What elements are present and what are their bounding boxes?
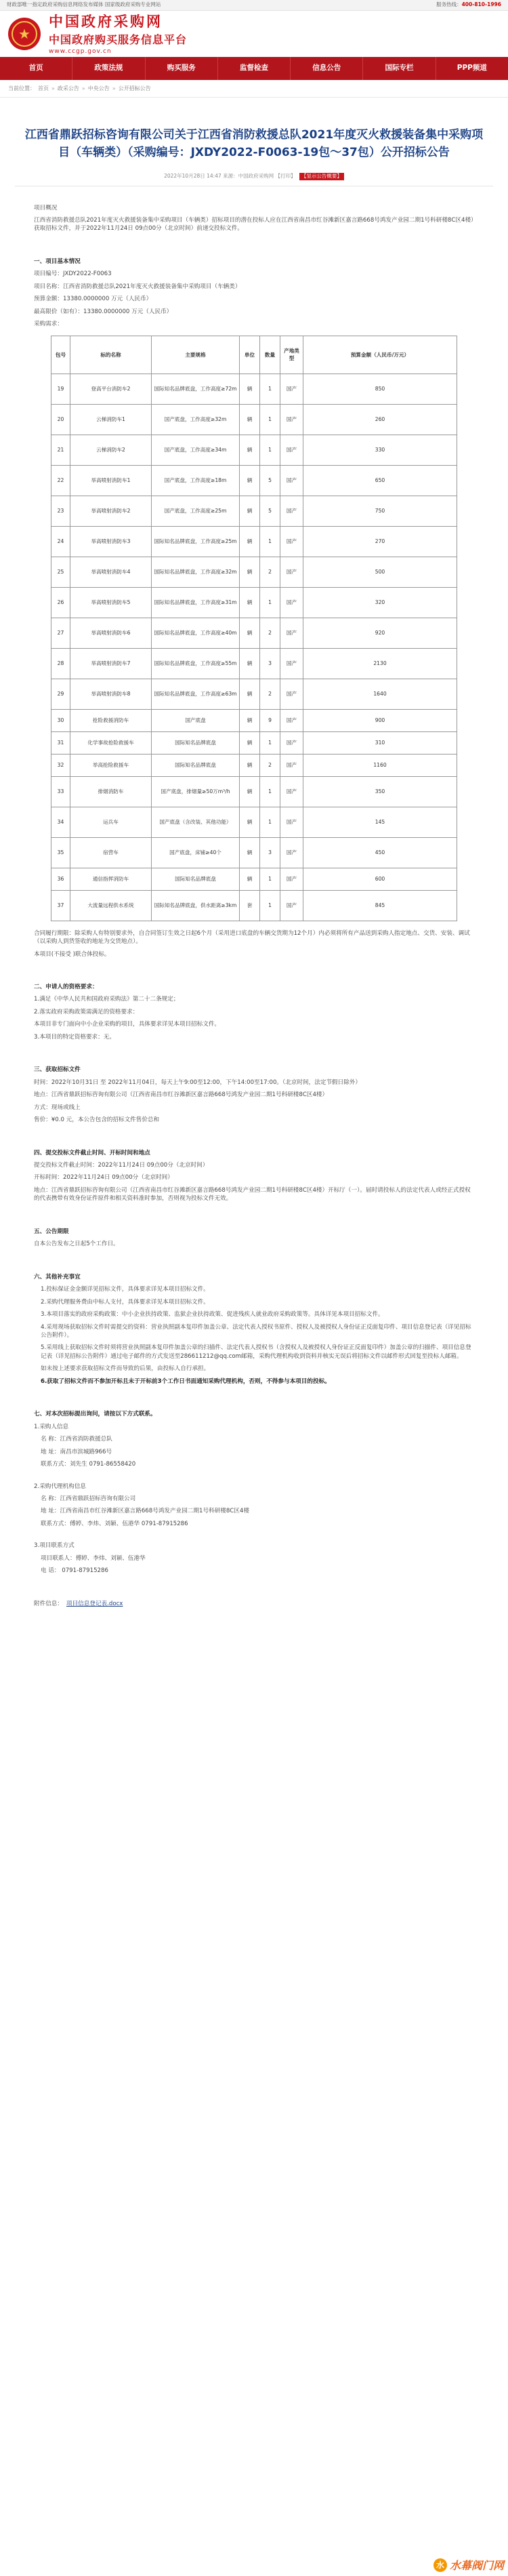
section-7-title: 七、对本次招标提出询问，请按以下方式联系。: [34, 1411, 156, 1418]
cell-item: 登高平台消防车2: [70, 374, 152, 404]
breadcrumb-home[interactable]: 首页: [38, 85, 49, 92]
table-row: [51, 807, 457, 837]
cell-origin: 国产: [280, 807, 303, 837]
nav-home[interactable]: 首页: [0, 57, 72, 80]
attachment-file-link[interactable]: 项目信息登记表.docx: [66, 1600, 123, 1607]
site-watermark: [433, 2558, 504, 2573]
cell-package: 32: [51, 754, 70, 776]
nav-notices[interactable]: 信息公告: [291, 57, 363, 80]
purchaser-name: 名 称：江西省消防救援总队: [41, 1436, 112, 1443]
cell-origin: 国产: [280, 709, 303, 731]
cell-unit: 辆: [240, 754, 260, 776]
cell-unit: 辆: [240, 731, 260, 754]
cell-item: 运兵车: [70, 807, 152, 837]
cell-spec: 国产底盘，床铺≥40个: [152, 837, 240, 868]
cell-item: 云梯消防车1: [70, 404, 152, 435]
s4-deadline: 提交投标文件截止时间：2022年11月24日 09点00分（北京时间）: [34, 1161, 209, 1169]
table-row: [51, 404, 457, 435]
breadcrumb-notices[interactable]: 政采公告: [57, 85, 79, 92]
cell-origin: 国产: [280, 557, 303, 587]
cell-spec: 国际知名品牌底盘，工作高度≥25m: [152, 526, 240, 557]
article-meta: 2022年10月28日 14:47 来源：中国政府采购网 【打印】 【显示公告概要】: [15, 173, 493, 180]
print-link[interactable]: 【打印】: [275, 172, 296, 179]
cell-spec: 国际知名品牌底盘: [152, 868, 240, 890]
cell-item: 化学事故抢险救援车: [70, 731, 152, 754]
cell-qty: 3: [260, 648, 280, 679]
cell-spec: 国产底盘，工作高度≥25m: [152, 496, 240, 526]
cell-unit: 辆: [240, 435, 260, 465]
cell-unit: 套: [240, 890, 260, 921]
cell-unit: 辆: [240, 837, 260, 868]
watermark-text: 水幕阀门网: [449, 2558, 504, 2572]
cell-package: 21: [51, 435, 70, 465]
article: [0, 126, 508, 1608]
s4-place: 地点：江西省鼎跃招标咨询有限公司（江西省南昌市红谷滩新区嘉言路668号鸿发产业园二期1号科研楼8C区4楼）开标厅（一）。届时请投标人的法定代表人或经正式授权的代表携带有效身份证件原件和相关资料准时参加，否则视为投标文件无效。: [34, 1186, 471, 1203]
cell-unit: 辆: [240, 618, 260, 648]
cell-qty: 2: [260, 754, 280, 776]
cell-budget: 2130: [303, 648, 457, 679]
cell-origin: 国产: [280, 587, 303, 618]
cell-budget: 330: [303, 435, 457, 465]
cell-budget: 600: [303, 868, 457, 890]
cell-item: 举高抢险救援车: [70, 754, 152, 776]
nav-ppp[interactable]: PPP频道: [457, 64, 487, 73]
logo-title: 中国政府采购网: [49, 12, 163, 30]
cell-package: 26: [51, 587, 70, 618]
project-contact-phone: 电 话： 0791-87915286: [41, 1567, 108, 1575]
cell-origin: 国产: [280, 679, 303, 709]
cell-package: 31: [51, 731, 70, 754]
cell-budget: 750: [303, 496, 457, 526]
cell-qty: 5: [260, 465, 280, 496]
agency-contact: 联系方式：傅婷、李炜、刘颖、伍港华 0791-87915286: [41, 1520, 188, 1527]
breadcrumb: 当前位置： 首页 » 政采公告 » 中央公告 » 公开招标公告: [0, 80, 508, 98]
s2-item-4: 3.本项目的特定资格要求：无。: [34, 1033, 115, 1041]
table-row: [51, 435, 457, 465]
cell-origin: 国产: [280, 890, 303, 921]
cell-item: 举高喷射消防车7: [70, 648, 152, 679]
cell-package: 28: [51, 648, 70, 679]
s3-place: 地点：江西省鼎跃招标咨询有限公司（江西省南昌市红谷滩新区嘉言路668号鸿发产业园二期1号科研楼8C区4楼）: [34, 1091, 329, 1099]
breadcrumb-central[interactable]: 中央公告: [87, 85, 110, 92]
cell-spec: 国产底盘: [152, 709, 240, 731]
nav-supervision[interactable]: 监督检查: [218, 57, 291, 80]
project-contact-names: 项目联系人：傅婷、李炜、刘颖、伍港华: [41, 1554, 146, 1562]
s3-price: 售价：¥0.0 元，本公告包含的招标文件售价总和: [34, 1116, 160, 1124]
summary-toggle[interactable]: 【显示公告概要】: [299, 173, 344, 180]
project-contact-heading: 3.项目联系方式: [34, 1542, 75, 1550]
agency-heading: 2.采购代理机构信息: [34, 1483, 86, 1490]
cell-spec: 国产底盘，工作高度≥18m: [152, 465, 240, 496]
cell-qty: 2: [260, 557, 280, 587]
cell-qty: 5: [260, 496, 280, 526]
cell-spec: 国际知名品牌底盘，工作高度≥31m: [152, 587, 240, 618]
s2-item-2: 2.落实政府采购政策需满足的资格要求：: [34, 1008, 139, 1015]
table-row: [51, 754, 457, 776]
budget: 预算金额：13380.0000000 万元（人民币）: [34, 296, 152, 303]
cell-budget: 450: [303, 837, 457, 868]
nav-policy[interactable]: 政策法规: [72, 57, 145, 80]
hotline: 服务热线：400-810-1996: [436, 1, 501, 8]
cell-qty: 1: [260, 890, 280, 921]
section-4-title: 四、提交投标文件截止时间、开标时间和地点: [34, 1149, 150, 1156]
national-emblem-icon: ★: [8, 18, 41, 50]
cell-budget: 320: [303, 587, 457, 618]
cell-unit: 辆: [240, 648, 260, 679]
s6-item-1: 1.投标保证金金额详见招标文件，具体要求详见本项目招标文件。: [41, 1286, 209, 1293]
demand-label: 采购需求：: [34, 321, 63, 328]
cell-package: 34: [51, 807, 70, 837]
cell-item: 举高喷射消防车4: [70, 557, 152, 587]
cell-item: 宿营车: [70, 837, 152, 868]
attachment-label: 附件信息：: [34, 1600, 63, 1607]
cell-spec: 国产底盘（含改装、其他功能）: [152, 807, 240, 837]
cell-qty: 1: [260, 587, 280, 618]
cell-origin: 国产: [280, 435, 303, 465]
section-1-title: 一、项目基本情况: [34, 258, 81, 265]
cell-budget: 500: [303, 557, 457, 587]
cell-qty: 1: [260, 807, 280, 837]
cell-unit: 辆: [240, 374, 260, 404]
cell-origin: 国产: [280, 731, 303, 754]
cell-spec: 国际知名品牌底盘: [152, 731, 240, 754]
cell-origin: 国产: [280, 776, 303, 807]
breadcrumb-current[interactable]: 公开招标公告: [118, 85, 151, 92]
cell-unit: 辆: [240, 587, 260, 618]
s4-open-time: 开标时间：2022年11月24日 09点00分（北京时间）: [34, 1174, 173, 1182]
article-body: [15, 204, 493, 1609]
cell-qty: 2: [260, 618, 280, 648]
table-row: [51, 679, 457, 709]
table-row: [51, 648, 457, 679]
cell-budget: 850: [303, 374, 457, 404]
s6-bold-note: 6.获取了招标文件而不参加开标且未于开标前3个工作日书面通知采购代理机构，否则，不得参与本项目的投标。: [41, 1377, 331, 1385]
cell-origin: 国产: [280, 526, 303, 557]
cell-unit: 辆: [240, 557, 260, 587]
cell-budget: 650: [303, 465, 457, 496]
table-row: [51, 618, 457, 648]
cell-package: 35: [51, 837, 70, 868]
table-row: [51, 374, 457, 404]
cell-spec: 国产底盘，工作高度≥32m: [152, 404, 240, 435]
cell-package: 22: [51, 465, 70, 496]
cell-qty: 1: [260, 731, 280, 754]
cell-item: 抢险救援消防车: [70, 709, 152, 731]
cell-item: 举高喷射消防车5: [70, 587, 152, 618]
article-title: 江西省鼎跃招标咨询有限公司关于江西省消防救援总队2021年度灭火救援装备集中采购项目（车辆类）（采购编号：JXDY2022-F0063-19包～37包）公开招标公告: [24, 128, 484, 160]
table-row: [51, 496, 457, 526]
cell-unit: 辆: [240, 679, 260, 709]
cell-item: 举高喷射消防车6: [70, 618, 152, 648]
cell-package: 36: [51, 868, 70, 890]
cell-spec: 国产底盘，工作高度≥34m: [152, 435, 240, 465]
cell-spec: 国际知名品牌底盘: [152, 754, 240, 776]
breadcrumb-label: 当前位置：: [8, 85, 35, 92]
col-origin: 产地类型: [280, 336, 303, 374]
cell-item: 举高喷射消防车2: [70, 496, 152, 526]
s5-text: 自本公告发布之日起5个工作日。: [34, 1241, 119, 1248]
main-nav: [0, 57, 508, 80]
cell-origin: 国产: [280, 496, 303, 526]
cell-origin: 国产: [280, 754, 303, 776]
cell-qty: 1: [260, 435, 280, 465]
col-qty: 数量: [260, 336, 280, 374]
cell-budget: 145: [303, 807, 457, 837]
cell-unit: 辆: [240, 776, 260, 807]
s2-item-1: 1.满足《中华人民共和国政府采购法》第二十二条规定；: [34, 996, 179, 1003]
cell-origin: 国产: [280, 618, 303, 648]
table-row: [51, 526, 457, 557]
s6-item-5: 5.采用线上获取招标文件时须将营业执照副本复印件加盖公章的扫描件、法定代表人授权书（含授权人及被授权人身份证正反面复印件）加盖公章的扫描件、项目信息登记表（详见招标公告附件）通过电子邮件的方式发送至286611212@qq.com邮箱，采购代理机构收到资料并核实无误后将招标文件以邮件形式回复至投标人邮箱。: [41, 1344, 471, 1360]
site-logo[interactable]: [49, 12, 187, 57]
overview-text: 江西省消防救援总队2021年度灭火救援装备集中采购项目（车辆类）招标项目的潜在投标人应在江西省南昌市红谷滩新区嘉言路668号鸿发产业园二期1号科研楼8C区4楼）获取招标文件，并于2022年11月24日 09点00分（北京时间）前递交投标文件。: [34, 217, 474, 233]
cell-origin: 国产: [280, 404, 303, 435]
s6-item-6: 如未按上述要求获取招标文件而导致的后果，由投标人自行承担。: [41, 1365, 210, 1373]
cell-package: 30: [51, 709, 70, 731]
cell-origin: 国产: [280, 868, 303, 890]
cell-spec: 国产底盘，排烟量≥50万m³/h: [152, 776, 240, 807]
cell-budget: 260: [303, 404, 457, 435]
table-row: [51, 587, 457, 618]
cell-item: 举高喷射消防车3: [70, 526, 152, 557]
s3-time: 时间：2022年10月31日 至 2022年11月04日，每天上午9:00至12:00，下午14:00至17:00。（北京时间，法定节假日除外）: [34, 1079, 362, 1086]
attachment: [34, 1600, 474, 1608]
table-row: [51, 868, 457, 890]
purchaser-address: 地 址：南昌市滨城路966号: [41, 1448, 112, 1455]
cell-unit: 辆: [240, 496, 260, 526]
cell-spec: 国际知名品牌底盘，工作高度≥32m: [152, 557, 240, 587]
cell-budget: 310: [303, 731, 457, 754]
cell-package: 20: [51, 404, 70, 435]
cell-unit: 辆: [240, 526, 260, 557]
section-5-title: 五、公告期限: [34, 1228, 69, 1235]
cell-qty: 1: [260, 374, 280, 404]
cell-package: 37: [51, 890, 70, 921]
table-row: [51, 837, 457, 868]
project-number: 项目编号：JXDY2022-F0063: [34, 270, 112, 278]
section-2-title: 二、申请人的资格要求：: [34, 984, 98, 990]
table-row: [51, 465, 457, 496]
cell-origin: 国产: [280, 374, 303, 404]
s3-method: 方式：现场或线上: [34, 1104, 81, 1111]
cell-budget: 900: [303, 709, 457, 731]
cell-package: 29: [51, 679, 70, 709]
section-3-title: 三、获取招标文件: [34, 1066, 81, 1074]
table-header-row: [51, 336, 457, 374]
s6-item-4: 4.采用现场获取招标文件时需提交的资料：营业执照副本复印件加盖公章、法定代表人授权书原件、授权人及被授权人身份证正反面复印件、项目信息登记表（详见招标公告附件）。: [41, 1323, 471, 1339]
cell-budget: 350: [303, 776, 457, 807]
col-budget: 预算金额（人民币/万元）: [303, 336, 457, 374]
logo-subtitle: 中国政府购买服务信息平台: [49, 33, 188, 47]
cell-qty: 9: [260, 709, 280, 731]
cell-unit: 辆: [240, 404, 260, 435]
table-row: [51, 709, 457, 731]
table-row: [51, 776, 457, 807]
cell-package: 23: [51, 496, 70, 526]
cell-package: 24: [51, 526, 70, 557]
s6-item-2: 2.采购代理服务费由中标人支付，具体要求详见本项目招标文件。: [41, 1298, 209, 1306]
cell-budget: 1160: [303, 754, 457, 776]
cell-spec: 国际知名品牌底盘，工作高度≥72m: [152, 374, 240, 404]
cell-package: 19: [51, 374, 70, 404]
cell-budget: 1640: [303, 679, 457, 709]
cell-budget: 920: [303, 618, 457, 648]
cell-spec: 国际知名品牌底盘，工作高度≥40m: [152, 618, 240, 648]
cell-item: 云梯消防车2: [70, 435, 152, 465]
cell-budget: 270: [303, 526, 457, 557]
cell-unit: 辆: [240, 868, 260, 890]
agency-name: 名 称：江西省鼎跃招标咨询有限公司: [41, 1495, 136, 1502]
cell-package: 27: [51, 618, 70, 648]
cell-qty: 2: [260, 679, 280, 709]
project-name: 项目名称：江西省消防救援总队2021年度灭火救援装备集中采购项目（车辆类）: [34, 283, 241, 290]
cell-qty: 1: [260, 776, 280, 807]
cell-unit: 辆: [240, 709, 260, 731]
col-spec: 主要规格: [152, 336, 240, 374]
table-row: [51, 557, 457, 587]
cell-item: 举高喷射消防车1: [70, 465, 152, 496]
top-notice-bar: [0, 0, 508, 11]
cell-qty: 1: [260, 868, 280, 890]
cell-qty: 1: [260, 526, 280, 557]
purchaser-contact: 联系方式：刘先生 0791-86558420: [41, 1461, 136, 1468]
logo-url: www.ccgp.gov.cn: [49, 48, 112, 56]
col-package: 包号: [51, 336, 70, 374]
procurement-table: [51, 336, 457, 921]
consortium-note: 本项目(不接受 )联合体投标。: [34, 950, 110, 958]
cell-item: 通信指挥消防车: [70, 868, 152, 890]
table-row: [51, 890, 457, 921]
cell-origin: 国产: [280, 837, 303, 868]
table-row: [51, 731, 457, 754]
cell-item: 举高喷射消防车8: [70, 679, 152, 709]
agency-address: 地 址：江西省南昌市红谷滩新区嘉言路668号鸿发产业园二期1号科研楼8C区4楼: [41, 1508, 249, 1515]
overview-title: 项目概况: [34, 204, 58, 212]
cell-origin: 国产: [280, 465, 303, 496]
cell-item: 排烟消防车: [70, 776, 152, 807]
cell-qty: 3: [260, 837, 280, 868]
notice-text: 财政部唯一指定政府采购信息网络发布媒体 国家级政府采购专业网站: [7, 1, 161, 8]
cell-spec: 国际知名品牌底盘，工作高度≥55m: [152, 648, 240, 679]
cell-unit: 辆: [240, 807, 260, 837]
cell-package: 33: [51, 776, 70, 807]
max-price: 最高限价（如有）：13380.0000000 万元（人民币）: [34, 308, 173, 315]
cell-package: 25: [51, 557, 70, 587]
watermark-logo-icon: 水: [433, 2558, 447, 2572]
contract-period: 合同履行期限：除采购人有特别要求外，自合同签订生效之日起6个月（采用进口底盘的车辆交货期为12个月）内必须将所有产品送到采购人指定地点、交货、安装、调试（以采购人到货签收的地址为交货地点）。: [34, 929, 470, 946]
table-body: [51, 374, 457, 921]
cell-spec: 国际知名品牌底盘，供水距离≥3km: [152, 890, 240, 921]
col-item: 标的名称: [70, 336, 152, 374]
cell-item: 大流量远程供水系统: [70, 890, 152, 921]
s2-item-3: 本项目非专门面向中小企业采购的项目，具体要求详见本项目招标文件。: [34, 1021, 221, 1028]
cell-unit: 辆: [240, 465, 260, 496]
purchaser-heading: 1.采购人信息: [34, 1423, 69, 1430]
cell-origin: 国产: [280, 648, 303, 679]
s6-item-3: 3.本项目落实的政府采购政策：中小企业扶持政策、监狱企业扶持政策、促进残疾人就业政府采购政策等。具体详见本项目招标文件。: [41, 1311, 384, 1319]
cell-budget: 845: [303, 890, 457, 921]
nav-service[interactable]: 购买服务: [146, 57, 218, 80]
section-6-title: 六、其他补充事宜: [34, 1273, 81, 1281]
col-unit: 单位: [240, 336, 260, 374]
cell-qty: 1: [260, 404, 280, 435]
cell-spec: 国际知名品牌底盘，工作高度≥63m: [152, 679, 240, 709]
nav-international[interactable]: 国际专栏: [363, 57, 436, 80]
site-header: [0, 11, 508, 57]
